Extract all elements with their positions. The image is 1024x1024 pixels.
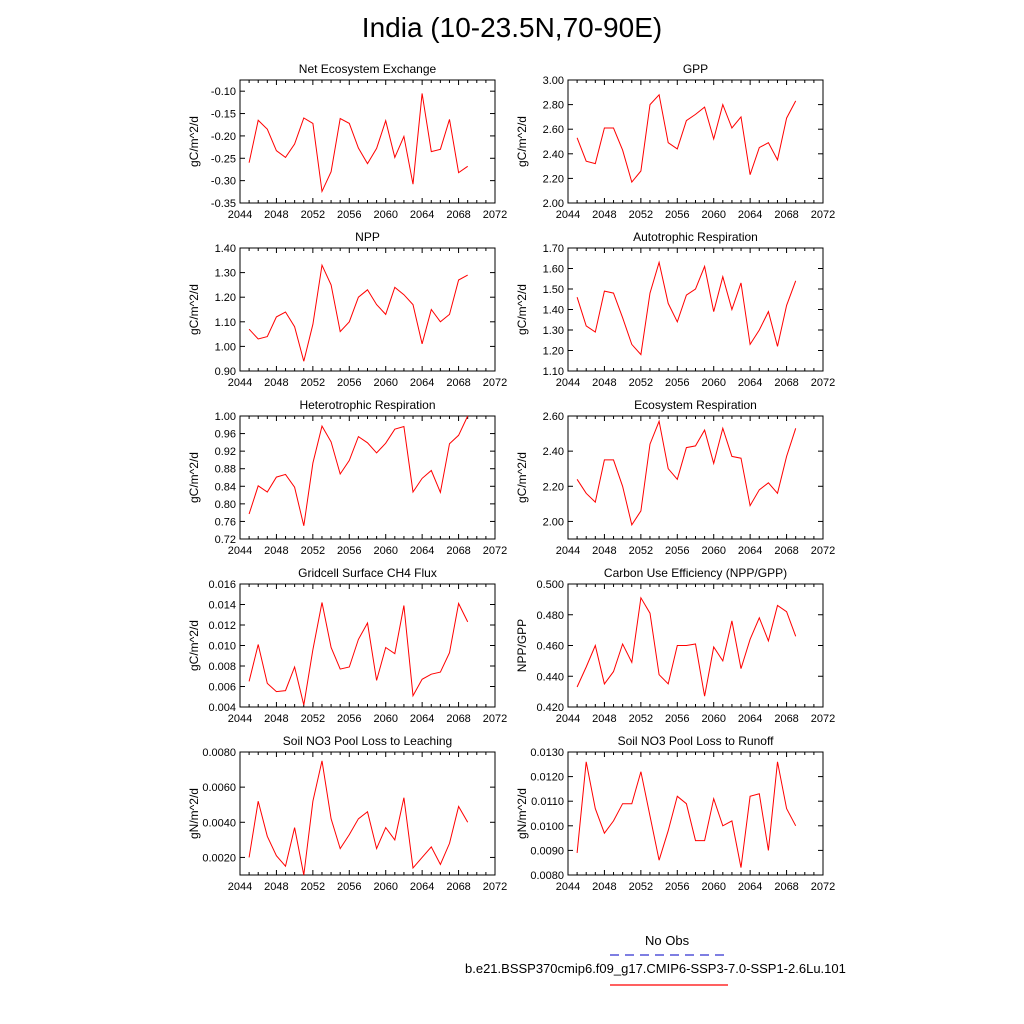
y-tick-label: 2.20 (542, 173, 564, 186)
chart-soil-no3-pool-loss-to-leaching (187, 734, 507, 893)
chart-ecosystem-respiration-title: Ecosystem Respiration (634, 398, 757, 412)
x-tick-label: 2072 (810, 713, 836, 725)
x-tick-label: 2048 (264, 545, 289, 557)
x-tick-label: 2048 (592, 209, 617, 221)
x-tick-label: 2052 (300, 209, 326, 221)
y-tick-label: 1.60 (542, 263, 564, 276)
chart-npp-series-line (249, 265, 468, 361)
x-tick-label: 2064 (409, 881, 435, 893)
chart-autotrophic-respiration-ylabel: gC/m^2/d (515, 284, 529, 335)
x-tick-label: 2056 (665, 377, 690, 389)
x-tick-label: 2072 (482, 545, 508, 557)
y-tick-label: 1.70 (542, 243, 564, 255)
y-tick-label: 0.010 (208, 640, 236, 653)
x-tick-label: 2068 (446, 377, 471, 389)
x-tick-label: 2044 (227, 209, 253, 221)
x-tick-label: 2044 (227, 881, 253, 893)
y-tick-label: 1.00 (214, 341, 236, 354)
x-tick-label: 2072 (482, 377, 508, 389)
y-tick-label: 0.0100 (530, 820, 564, 833)
y-tick-label: 0.014 (208, 599, 236, 612)
y-tick-label: 0.0120 (530, 771, 564, 784)
chart-net-ecosystem-exchange-series-line (249, 93, 468, 191)
chart-npp (187, 230, 507, 389)
y-tick-label: 0.460 (536, 640, 564, 653)
chart-net-ecosystem-exchange-title: Net Ecosystem Exchange (298, 62, 437, 76)
y-tick-label: 2.60 (542, 124, 564, 137)
chart-carbon-use-efficiency-npp-gpp-ylabel: NPP/GPP (515, 618, 529, 673)
x-tick-label: 2052 (628, 881, 654, 893)
x-tick-label: 2048 (592, 881, 617, 893)
x-tick-label: 2052 (300, 881, 326, 893)
y-tick-label: 0.88 (214, 463, 236, 476)
y-tick-label: 0.76 (214, 516, 236, 529)
x-tick-label: 2044 (227, 713, 253, 725)
y-tick-label: 1.30 (214, 267, 236, 280)
y-tick-label: 3.00 (542, 75, 564, 87)
x-tick-label: 2064 (409, 209, 435, 221)
chart-heterotrophic-respiration-frame (240, 416, 495, 539)
x-tick-label: 2068 (446, 881, 471, 893)
chart-gridcell-surface-ch4-flux-ylabel: gC/m^2/d (187, 620, 201, 671)
x-tick-label: 2056 (665, 713, 690, 725)
x-tick-label: 2044 (555, 209, 581, 221)
y-tick-label: 2.80 (542, 99, 564, 112)
y-tick-label: 0.0020 (202, 852, 236, 865)
x-tick-label: 2072 (482, 713, 508, 725)
chart-soil-no3-pool-loss-to-runoff-ylabel: gN/m^2/d (515, 788, 529, 839)
y-tick-label: 0.0110 (531, 796, 564, 809)
y-tick-label: 0.0090 (530, 845, 564, 858)
chart-carbon-use-efficiency-npp-gpp-series-line (577, 598, 796, 696)
y-tick-label: -0.10 (210, 86, 236, 99)
chart-npp-frame (240, 248, 495, 371)
y-tick-label: 0.96 (214, 428, 236, 441)
y-tick-label: 1.20 (542, 345, 564, 358)
chart-net-ecosystem-exchange (187, 62, 507, 221)
page-title: India (10-23.5N,70-90E) (361, 12, 663, 43)
y-tick-label: 2.00 (542, 516, 564, 529)
x-tick-label: 2048 (592, 377, 617, 389)
x-tick-label: 2044 (227, 545, 253, 557)
y-tick-label: 2.40 (542, 148, 564, 161)
x-tick-label: 2044 (555, 713, 581, 725)
chart-autotrophic-respiration-series-line (577, 262, 796, 354)
x-tick-label: 2056 (337, 881, 362, 893)
chart-gpp-series-line (577, 95, 796, 182)
chart-autotrophic-respiration-title: Autotrophic Respiration (633, 230, 758, 244)
chart-npp-title: NPP (355, 230, 380, 244)
chart-net-ecosystem-exchange-ylabel: gC/m^2/d (187, 116, 201, 167)
x-tick-label: 2072 (810, 377, 836, 389)
chart-heterotrophic-respiration-ylabel: gC/m^2/d (187, 452, 201, 503)
chart-heterotrophic-respiration (187, 398, 507, 557)
legend-label-no-obs: No Obs (645, 933, 690, 948)
x-tick-label: 2068 (774, 713, 799, 725)
y-tick-label: 2.60 (542, 411, 564, 423)
y-tick-label: 0.0080 (202, 747, 236, 759)
x-tick-label: 2064 (737, 545, 763, 557)
y-tick-label: 1.00 (214, 411, 236, 423)
x-tick-label: 2064 (409, 545, 435, 557)
y-tick-label: -0.35 (210, 198, 236, 210)
x-tick-label: 2068 (446, 209, 471, 221)
x-tick-label: 2056 (665, 545, 690, 557)
x-tick-label: 2060 (373, 713, 398, 725)
x-tick-label: 2068 (446, 545, 471, 557)
x-tick-label: 2052 (628, 545, 654, 557)
y-tick-label: 2.20 (542, 481, 564, 494)
chart-soil-no3-pool-loss-to-leaching-series-line (249, 761, 468, 875)
y-tick-label: 0.004 (208, 702, 236, 714)
chart-soil-no3-pool-loss-to-runoff-title: Soil NO3 Pool Loss to Runoff (617, 734, 774, 748)
y-tick-label: 0.72 (214, 534, 236, 546)
y-tick-label: 0.0130 (530, 747, 564, 759)
y-tick-label: 0.480 (536, 609, 564, 622)
x-tick-label: 2060 (373, 209, 398, 221)
chart-soil-no3-pool-loss-to-leaching-title: Soil NO3 Pool Loss to Leaching (282, 734, 453, 748)
x-tick-label: 2064 (737, 377, 763, 389)
x-tick-label: 2044 (555, 377, 581, 389)
y-tick-label: 1.10 (214, 316, 236, 329)
chart-npp-ylabel: gC/m^2/d (187, 284, 201, 335)
x-tick-label: 2060 (701, 545, 726, 557)
y-tick-label: 0.80 (214, 498, 236, 511)
chart-gpp-ylabel: gC/m^2/d (515, 116, 529, 167)
chart-heterotrophic-respiration-series-line (249, 416, 468, 526)
y-tick-label: 0.440 (536, 671, 564, 684)
chart-soil-no3-pool-loss-to-runoff (515, 734, 835, 893)
x-tick-label: 2072 (482, 209, 508, 221)
x-tick-label: 2060 (701, 713, 726, 725)
x-tick-label: 2044 (227, 377, 253, 389)
x-tick-label: 2064 (737, 209, 763, 221)
x-tick-label: 2052 (300, 713, 326, 725)
y-tick-label: 0.500 (536, 579, 564, 591)
y-tick-label: 0.016 (208, 579, 236, 591)
x-tick-label: 2068 (774, 545, 799, 557)
x-tick-label: 2060 (373, 545, 398, 557)
y-tick-label: -0.20 (210, 130, 236, 143)
chart-ecosystem-respiration-ylabel: gC/m^2/d (515, 452, 529, 503)
x-tick-label: 2060 (373, 881, 398, 893)
x-tick-label: 2048 (592, 545, 617, 557)
x-tick-label: 2064 (409, 713, 435, 725)
y-tick-label: 0.92 (214, 446, 236, 459)
chart-carbon-use-efficiency-npp-gpp (515, 566, 835, 725)
chart-gpp-title: GPP (682, 62, 709, 76)
y-tick-label: -0.30 (210, 175, 236, 188)
x-tick-label: 2048 (264, 713, 289, 725)
y-tick-label: 0.90 (214, 366, 236, 378)
y-tick-label: 0.008 (208, 661, 236, 673)
chart-carbon-use-efficiency-npp-gpp-title: Carbon Use Efficiency (NPP/GPP) (603, 566, 788, 580)
x-tick-label: 2060 (373, 377, 398, 389)
x-tick-label: 2052 (628, 713, 654, 725)
chart-heterotrophic-respiration-title: Heterotrophic Respiration (299, 398, 436, 412)
x-tick-label: 2068 (774, 881, 799, 893)
chart-ecosystem-respiration (515, 398, 835, 557)
chart-autotrophic-respiration-frame (568, 248, 823, 371)
x-tick-label: 2060 (701, 881, 726, 893)
x-tick-label: 2072 (810, 545, 836, 557)
x-tick-label: 2048 (264, 209, 289, 221)
y-tick-label: -0.25 (210, 153, 236, 166)
x-tick-label: 2072 (810, 209, 836, 221)
y-tick-label: 1.40 (214, 243, 236, 255)
x-tick-label: 2048 (264, 377, 289, 389)
y-tick-label: 2.40 (542, 446, 564, 459)
x-tick-label: 2052 (628, 209, 654, 221)
legend-label-model-run: b.e21.BSSP370cmip6.f09_g17.CMIP6-SSP3-7.0-SSP1-2.6Lu.101 (465, 961, 846, 976)
x-tick-label: 2068 (774, 377, 799, 389)
y-tick-label: 1.40 (542, 304, 564, 317)
x-tick-label: 2060 (701, 377, 726, 389)
x-tick-label: 2072 (482, 881, 508, 893)
x-tick-label: 2072 (810, 881, 836, 893)
y-tick-label: 0.0080 (530, 870, 564, 882)
x-tick-label: 2052 (300, 545, 326, 557)
chart-gridcell-surface-ch4-flux-title: Gridcell Surface CH4 Flux (298, 566, 437, 580)
chart-gridcell-surface-ch4-flux-series-line (249, 603, 468, 706)
x-tick-label: 2056 (665, 881, 690, 893)
y-tick-label: 0.84 (214, 481, 236, 494)
x-tick-label: 2068 (774, 209, 799, 221)
y-tick-label: 1.30 (542, 325, 564, 337)
chart-gridcell-surface-ch4-flux (187, 566, 507, 725)
x-tick-label: 2056 (337, 545, 362, 557)
chart-soil-no3-pool-loss-to-runoff-frame (568, 752, 823, 875)
y-tick-label: 0.012 (208, 620, 236, 632)
x-tick-label: 2052 (628, 377, 654, 389)
x-tick-label: 2044 (555, 881, 581, 893)
y-tick-label: 0.0060 (202, 782, 236, 795)
chart-net-ecosystem-exchange-frame (240, 80, 495, 203)
y-tick-label: 2.00 (542, 198, 564, 210)
x-tick-label: 2056 (337, 209, 362, 221)
y-tick-label: -0.15 (210, 108, 236, 121)
x-tick-label: 2052 (300, 377, 326, 389)
chart-autotrophic-respiration (515, 230, 835, 389)
x-tick-label: 2064 (737, 881, 763, 893)
x-tick-label: 2064 (737, 713, 763, 725)
y-tick-label: 1.20 (214, 292, 236, 305)
y-tick-label: 1.10 (542, 366, 564, 378)
x-tick-label: 2056 (665, 209, 690, 221)
x-tick-label: 2056 (337, 713, 362, 725)
x-tick-label: 2048 (592, 713, 617, 725)
x-tick-label: 2060 (701, 209, 726, 221)
chart-ecosystem-respiration-series-line (577, 421, 796, 525)
y-tick-label: 1.50 (542, 284, 564, 296)
chart-gpp-frame (568, 80, 823, 203)
chart-soil-no3-pool-loss-to-runoff-series-line (577, 762, 796, 868)
chart-soil-no3-pool-loss-to-leaching-ylabel: gN/m^2/d (187, 788, 201, 839)
chart-gpp (515, 62, 835, 221)
x-tick-label: 2048 (264, 881, 289, 893)
y-tick-label: 0.0040 (202, 817, 236, 830)
x-tick-label: 2064 (409, 377, 435, 389)
chart-gridcell-surface-ch4-flux-frame (240, 584, 495, 707)
y-tick-label: 0.006 (208, 681, 236, 694)
x-tick-label: 2044 (555, 545, 581, 557)
chart-ecosystem-respiration-frame (568, 416, 823, 539)
x-tick-label: 2068 (446, 713, 471, 725)
y-tick-label: 0.420 (536, 702, 564, 714)
x-tick-label: 2056 (337, 377, 362, 389)
